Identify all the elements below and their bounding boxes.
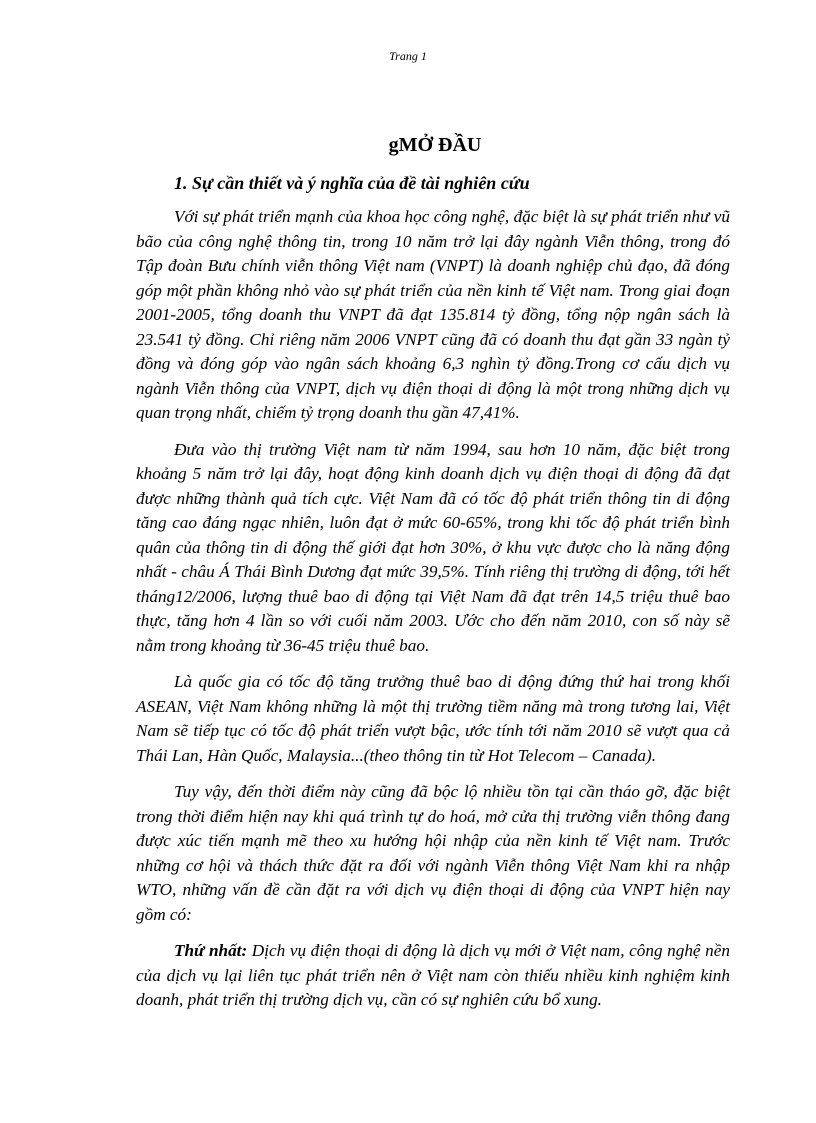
body-text — [136, 205, 730, 1025]
paragraph-5 — [136, 939, 730, 1013]
paragraph-2: Đưa vào thị trường Việt nam từ năm 1994, sau hơn 10 năm, đặc biệt trong khoảng 5 năm trở lại đây, hoạt động kinh doanh dịch vụ điện thoại di động đã đạt được những thành quả tích cực. Việt Nam đã có tốc độ phát triển thông tin di động tăng cao đáng ngạc nhiên, luôn đạt ở mức 60-65%, trong khi tốc độ phát triển bình quân của thông tin di động thế giới đạt hơn 30%, ở khu vực được cho là năng động nhất - châu Á Thái Bình Dương đạt mức 39,5%. Tính riêng thị trường di động, tới hết tháng12/2006, lượng thuê bao di động tại Việt Nam đã đạt trên 14,5 triệu thuê bao thực, tăng hơn 4 lần so với cuối năm 2003. Ước cho đến năm 2010, con số này sẽ nằm trong khoảng từ 36-45 triệu thuê bao. — [136, 439, 730, 655]
paragraph-5-lead: Thứ nhất: — [174, 941, 248, 960]
paragraph-5-text: Dịch vụ điện thoại di động là dịch vụ mới ở Việt nam, công nghệ nền của dịch vụ lại liên tục phát triển nên ở Việt nam còn thiếu nhiều kinh nghiệm kinh doanh, phát triển thị trường dịch vụ, cần có sự nghiên cứu bổ xung. — [136, 941, 730, 1009]
paragraph-3: Là quốc gia có tốc độ tăng trưởng thuê bao di động đứng thứ hai trong khối ASEAN, Việt Nam không những là một thị trường tiềm năng mà trong tương lai, Việt Nam sẽ tiếp tục có tốc độ phát triển vượt bậc, ước tính tới năm 2010 sẽ vượt qua cả Thái Lan, Hàn Quốc, Malaysia...(theo thông tin từ Hot Telecom – Canada). — [136, 672, 730, 765]
paragraph-4: Tuy vậy, đến thời điểm này cũng đã bộc lộ nhiều tồn tại cần tháo gỡ, đặc biệt trong thời điểm hiện nay khi quá trình tự do hoá, mở cửa thị trường viễn thông đang được xúc tiến mạnh mẽ theo xu hướng hội nhập của nền kinh tế Việt nam. Trước những cơ hội và thách thức đặt ra đối với ngành Viễn thông Việt Nam khi ra nhập WTO, những vấn đề cần đặt ra với dịch vụ điện thoại di động của VNPT hiện nay gồm có: — [136, 782, 730, 924]
page-title: gMỞ ĐẦU — [388, 134, 482, 156]
paragraph-1: Với sự phát triển mạnh của khoa học công nghệ, đặc biệt là sự phát triển như vũ bão của công nghệ thông tin, trong 10 năm trở lại đây ngành Viễn thông, trong đó Tập đoàn Bưu chính viễn thông Việt nam (VNPT) là doanh nghiệp chủ đạo, đã đóng góp một phần không nhỏ vào sự phát triển của nền kinh tế Việt nam. Trong giai đoạn 2001-2005, tổng doanh thu VNPT đã đạt 135.814 tỷ đồng, tổng nộp ngân sách là 23.541 tỷ đồng. Chỉ riêng năm 2006 VNPT cũng đã có doanh thu đạt gần 33 ngàn tỷ đồng và đóng góp vào ngân sách khoảng 6,3 nghìn tỷ đồng.Trong cơ cấu dịch vụ ngành Viễn thông của VNPT, dịch vụ điện thoại di động là một trong những dịch vụ quan trọng nhất, chiếm tỷ trọng doanh thu gần 47,41%. — [136, 207, 730, 422]
page-header: Trang 1 — [389, 49, 427, 63]
section-heading: 1. Sự cần thiết và ý nghĩa của đề tài nghiên cứu — [174, 173, 530, 193]
